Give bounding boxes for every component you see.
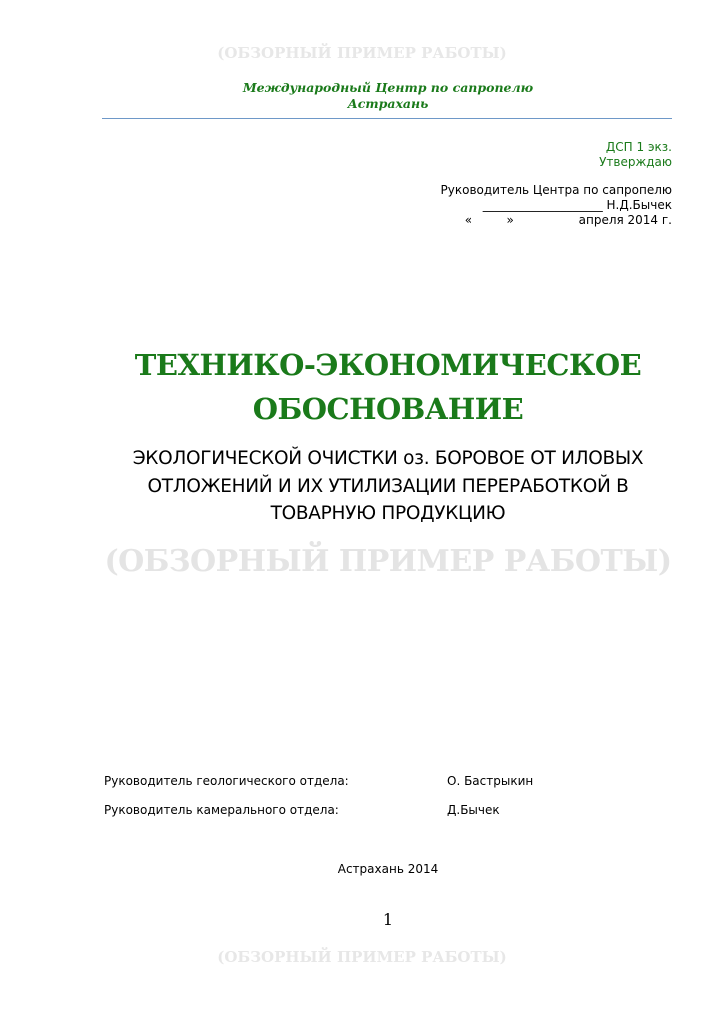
signature-label-office: Руководитель камерального отдела:: [104, 803, 339, 817]
document-title-line1: ТЕХНИКО-ЭКОНОМИЧЕСКОЕ: [134, 348, 642, 382]
signature-label-geology: Руководитель геологического отдела:: [104, 774, 349, 788]
watermark-center: (ОБЗОРНЫЙ ПРИМЕР РАБОТЫ): [104, 544, 672, 579]
header-rule: [102, 118, 672, 119]
approver-position: Руководитель Центра по сапропелю: [440, 183, 672, 197]
document-title-line2: ОБОСНОВАНИЕ: [252, 392, 524, 426]
document-subtitle-line1: ЭКОЛОГИЧЕСКОЙ ОЧИСТКИ оз. БОРОВОЕ ОТ ИЛОВЫХ: [132, 448, 644, 469]
signature-name-office: Д.Бычек: [447, 803, 500, 817]
classification-mark: ДСП 1 экз.: [605, 140, 672, 154]
org-city: Астрахань: [347, 96, 429, 111]
city-year: Астрахань 2014: [337, 862, 439, 876]
watermark-top: (ОБЗОРНЫЙ ПРИМЕР РАБОТЫ): [217, 44, 507, 62]
approve-label: Утверждаю: [599, 155, 672, 169]
document-subtitle-line3: ТОВАРНУЮ ПРОДУКЦИЮ: [270, 503, 506, 524]
page-number: 1: [382, 910, 394, 929]
watermark-bottom: (ОБЗОРНЫЙ ПРИМЕР РАБОТЫ): [217, 948, 507, 966]
org-name: Международный Центр по сапропелю: [242, 80, 534, 95]
signature-name-geology: О. Бастрыкин: [447, 774, 534, 788]
approval-date-line: « » апреля 2014 г.: [464, 213, 672, 227]
document-subtitle-line2: ОТЛОЖЕНИЙ И ИХ УТИЛИЗАЦИИ ПЕРЕРАБОТКОЙ В: [147, 476, 629, 497]
approver-signature-line: ____________________ Н.Д.Бычек: [482, 198, 672, 212]
